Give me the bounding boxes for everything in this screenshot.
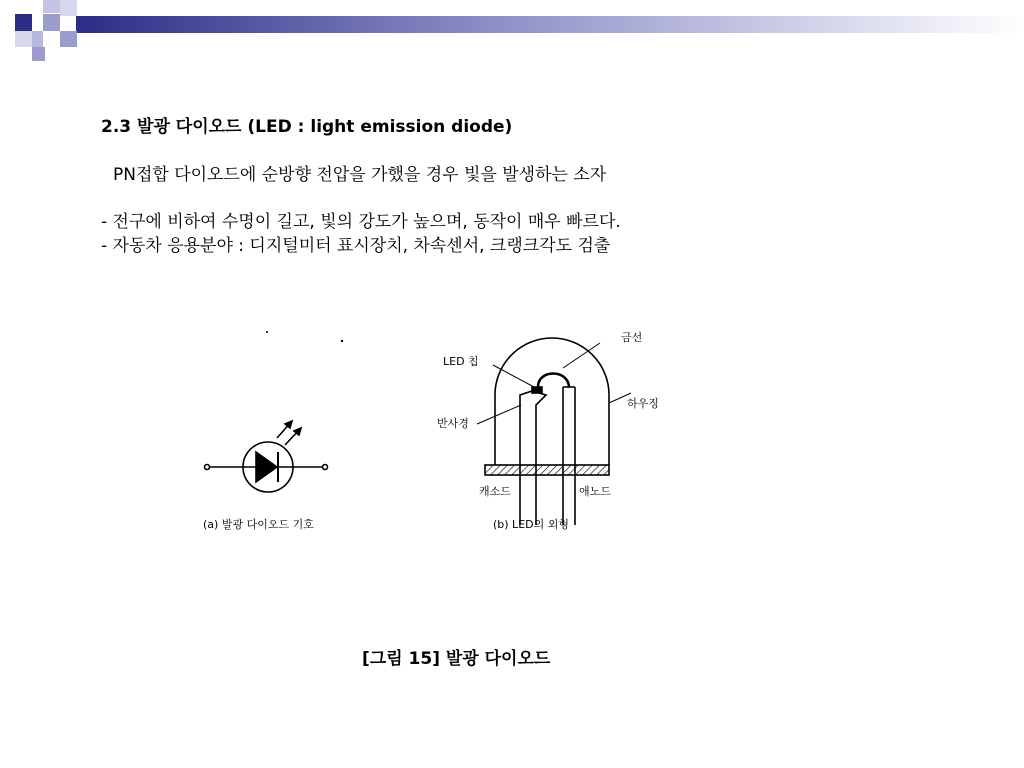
label-led-chip: LED 칩 <box>443 355 479 368</box>
speck <box>341 340 343 342</box>
bullet-item-2: - 자동차 응용분야 : 디지털미터 표시장치, 차속센서, 크랭크각도 검출 <box>101 236 611 256</box>
label-anode: 애노드 <box>579 485 611 498</box>
led-symbol-icon <box>205 421 328 492</box>
figure-led-symbol <box>195 325 365 540</box>
header-square-lavender-2 <box>32 31 43 47</box>
bullet-item-1: - 전구에 비하여 수명이 길고, 빛의 강도가 높으며, 동작이 매우 빠르다. <box>101 212 621 232</box>
header-square-navy <box>15 14 32 31</box>
figure-caption: [그림 15] 발광 다이오드 <box>362 649 551 669</box>
figure-a-caption: (a) 발광 다이오드 기호 <box>203 518 314 531</box>
label-cathode: 캐소드 <box>479 485 511 498</box>
figure-led-outline <box>435 325 685 540</box>
header-square-light-1 <box>43 0 60 13</box>
header-gradient-bar <box>76 16 1024 33</box>
header-square-lavender-4 <box>32 47 45 61</box>
figure-b-caption: (b) LED의 외형 <box>493 518 569 531</box>
header-square-lavender-1 <box>43 14 60 31</box>
label-housing: 하우징 <box>627 397 659 410</box>
label-gold-wire: 금선 <box>621 331 643 344</box>
speck <box>266 331 268 333</box>
section-heading: 2.3 발광 다이오드 (LED : light emission diode) <box>101 117 513 137</box>
intro-text: PN접합 다이오드에 순방향 전압을 가했을 경우 빛을 발생하는 소자 <box>113 165 607 185</box>
label-reflector: 반사경 <box>437 417 469 430</box>
header-square-light-3 <box>15 31 32 47</box>
header-square-lavender-3 <box>60 31 77 47</box>
header-square-light-2 <box>60 0 77 16</box>
header-decoration <box>0 0 1024 34</box>
header-gradient-band <box>0 0 1024 34</box>
